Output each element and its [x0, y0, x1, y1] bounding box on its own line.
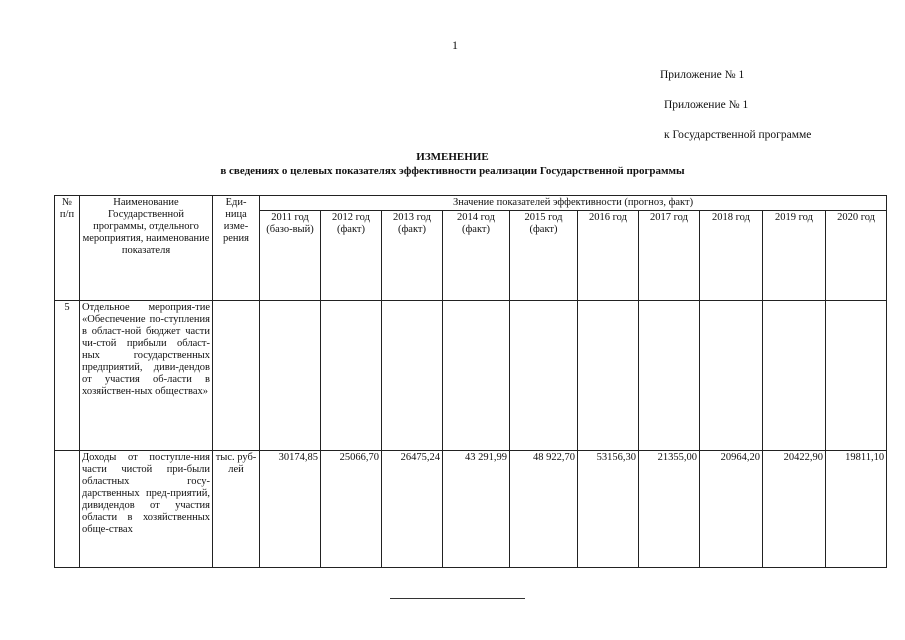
header-year: 2011 год (базо-вый)	[260, 211, 321, 301]
annex-label: Приложение № 1	[660, 69, 745, 81]
annex-label: Приложение № 1	[664, 99, 749, 111]
value-cell: 21355,00	[639, 451, 700, 568]
header-year: 2014 год (факт)	[443, 211, 510, 301]
value-cell: 26475,24	[382, 451, 443, 568]
value-cell: 30174,85	[260, 451, 321, 568]
document-heading: ИЗМЕНЕНИЕ	[416, 151, 489, 163]
value-cell: 19811,10	[826, 451, 887, 568]
header-unit: Еди-ница изме-рения	[213, 196, 260, 301]
row-unit: тыс. руб-лей	[213, 451, 260, 568]
value-cell: 25066,70	[321, 451, 382, 568]
row-name: Доходы от поступле-ния части чистой при-были областных госу-дарственных пред-приятий, дивидендов от участия области в хозяйственных обще-ствах	[80, 451, 213, 568]
annex-program-ref: к Государственной программе	[664, 129, 812, 141]
header-name: Наименование Государственной программы, отдельного мероприятия, наименование показателя	[80, 196, 213, 301]
header-year: 2015 год (факт)	[510, 211, 578, 301]
header-year: 2019 год	[763, 211, 826, 301]
value-cell: 20964,20	[700, 451, 763, 568]
value-cell: 20422,90	[763, 451, 826, 568]
header-year: 2017 год	[639, 211, 700, 301]
row-name: Отдельное мероприя-тие «Обеспечение по-ступления в област-ной бюджет части чи-стой прибыли област-ных государственных предприятий, диви-дендов от участия об-ласти в хозяйствен-ных обществах»	[80, 301, 213, 451]
row-num	[55, 451, 80, 568]
header-year: 2013 год (факт)	[382, 211, 443, 301]
indicators-table	[54, 195, 887, 568]
header-num: № п/п	[55, 196, 80, 301]
value-cell: 43 291,99	[443, 451, 510, 568]
header-year: 2020 год	[826, 211, 887, 301]
header-year: 2012 год (факт)	[321, 211, 382, 301]
document-subheading: в сведениях о целевых показателях эффективности реализации Государственной программы	[220, 165, 685, 177]
header-year: 2016 год	[578, 211, 639, 301]
row-num: 5	[55, 301, 80, 451]
value-cell: 48 922,70	[510, 451, 578, 568]
value-cell: 53156,30	[578, 451, 639, 568]
footer-divider	[390, 598, 525, 599]
table-row	[55, 301, 887, 451]
header-year: 2018 год	[700, 211, 763, 301]
header-indicator-values: Значение показателей эффективности (прогноз, факт)	[260, 196, 887, 211]
page-number: 1	[452, 38, 458, 52]
table-row	[55, 451, 887, 568]
